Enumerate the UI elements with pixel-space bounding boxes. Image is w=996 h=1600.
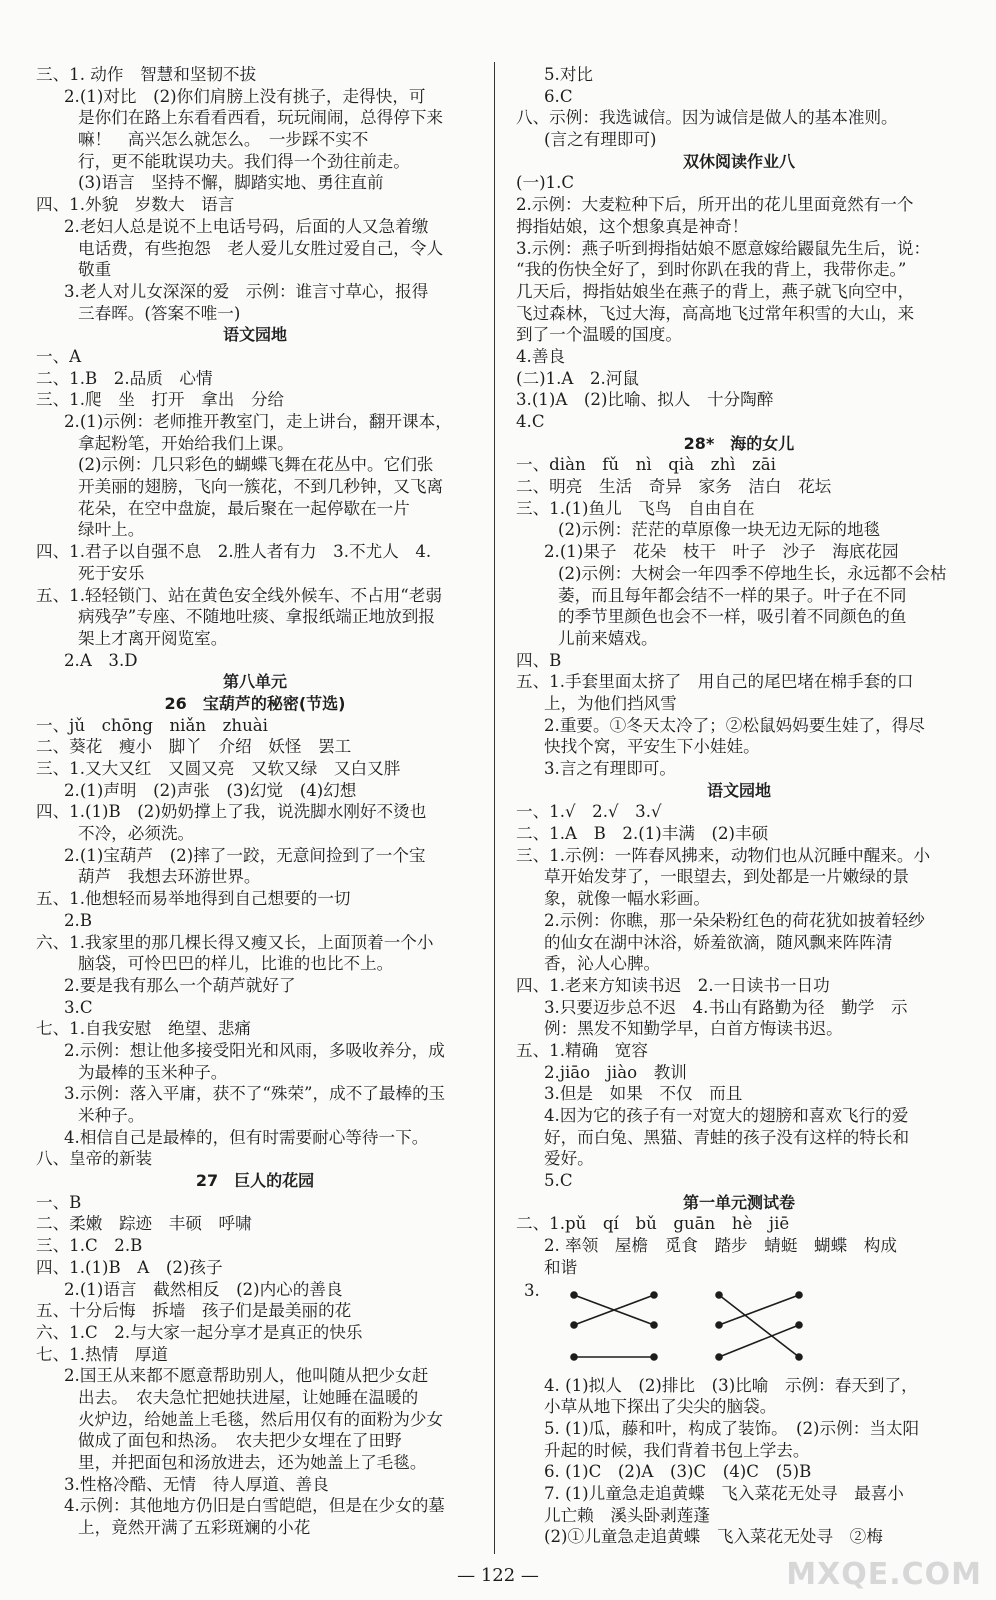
answer-line: (3)语言 坚持不懈，脚踏实地、勇往直前	[78, 173, 384, 193]
answer-line: 6.C	[544, 86, 573, 106]
answer-line: 2.(1)宝葫芦 (2)摔了一跤，无意间捡到了一个宝	[64, 845, 426, 865]
answer-line: 病残孕”专座、不随地吐痰、拿报纸端正地放到报	[78, 607, 435, 627]
section-title: 语文园地	[706, 780, 771, 800]
answer-line: 2.要是我有那么一个葫芦就好了	[64, 975, 296, 995]
answer-line: (一)1.C	[516, 173, 575, 193]
left-column	[36, 64, 474, 1539]
answer-line: 5.C	[544, 1171, 573, 1191]
answer-line: 八、皇帝的新装	[36, 1149, 153, 1169]
answer-line: 一、jǔ chōng niǎn zhuài	[36, 715, 268, 735]
answer-line: 7. (1)儿童急走追黄蝶 飞入菜花无处寻 最喜小	[544, 1483, 904, 1503]
answer-line: 4.相信自己是最棒的，但有时需要耐心等待一下。	[64, 1127, 429, 1147]
answer-line: 拇指姑娘，这个想象真是神奇！	[516, 216, 749, 236]
answer-line: 二、葵花 瘦小 脚丫 介绍 妖怪 罢工	[36, 737, 352, 757]
answer-line: 的仙女在湖中沐浴，娇羞欲滴，随风飘来阵阵清	[544, 932, 893, 952]
answer-line: 一、A	[36, 346, 82, 366]
watermark-logo: MXQE.COM	[786, 1557, 982, 1592]
answer-line: 为最棒的玉米种子。	[78, 1062, 228, 1082]
answer-line: 几天后，拇指姑娘坐在燕子的背上，燕子就飞向空中，	[516, 281, 915, 301]
answer-line: 不冷，必须洗。	[78, 824, 195, 844]
answer-line: 4.善良	[516, 346, 566, 366]
answer-line: 和谐	[544, 1257, 578, 1277]
answer-line: 飞过森林，飞过大海，高高地飞过常年积雪的大山，来	[516, 303, 915, 323]
answer-line: 出去。 农夫急忙把她扶进屋，让她睡在温暖的	[78, 1387, 419, 1407]
answer-line: 拿起粉笔，开始给我们上课。	[78, 433, 294, 453]
answer-line: 升起的时候，我们背着书包上学去。	[544, 1440, 810, 1460]
answer-line: 6. (1)C (2)A (3)C (4)C (5)B	[544, 1462, 812, 1482]
right-column	[516, 64, 962, 1548]
section-title: 27 巨人的花园	[195, 1171, 315, 1191]
answer-line: 五、1.轻轻锁门、站在黄色安全线外候车、不占用“老弱	[36, 585, 442, 605]
section-title: 第八单元	[222, 672, 287, 692]
answer-line: 六、1.我家里的那几棵长得又瘦又长，上面顶着一个小	[36, 932, 434, 952]
section-title: 双休阅读作业八	[682, 151, 795, 171]
answer-line: 上，为他们挡风雪	[544, 693, 677, 713]
answer-line: 2.jiāo jiào 教训	[544, 1062, 687, 1082]
answer-line: 3.示例：落入平庸，获不了“殊荣”，成不了最棒的玉	[64, 1084, 446, 1104]
answer-line: 里，并把面包和汤放进去，还为她盖上了毛毯。	[78, 1453, 427, 1472]
column-divider	[494, 62, 495, 1554]
answer-line: 2.老妇人总是说不上电话号码，后面的人又急着缴	[64, 216, 429, 236]
answer-line: 2. 率领 屋檐 觅食 踏步 蜻蜓 蝴蝶 构成	[544, 1236, 897, 1256]
answer-line: 七、1.自我安慰 绝望、悲痛	[36, 1019, 251, 1039]
answer-line: 2.示例：你瞧，那一朵朵粉红色的荷花犹如披着轻纱	[544, 910, 925, 930]
matching-diagram	[524, 1279, 962, 1375]
answer-line: 小草从地下探出了尖尖的脑袋。	[544, 1397, 777, 1417]
answer-line: 三、1.示例：一阵春风拂来，动物们也从沉睡中醒来。小	[516, 845, 931, 865]
answer-line: 绿叶上。	[78, 520, 145, 540]
answer-line: 2.(1)果子 花朵 枝干 叶子 沙子 海底花园	[544, 542, 899, 562]
answer-line: 葫芦 我想去环游世界。	[78, 867, 261, 887]
answer-line: 七、1.热情 厚道	[36, 1344, 168, 1364]
answer-line: 架上才离开阅览室。	[78, 628, 228, 648]
answer-line: (言之有理即可)	[544, 130, 657, 150]
answer-line: 4.C	[516, 412, 545, 431]
answer-line: 三春晖。(答案不唯一)	[78, 303, 241, 323]
answer-line: 行，更不能耽误功夫。我们得一个劲往前走。	[78, 151, 410, 171]
answer-line: 米种子。	[78, 1106, 145, 1125]
answer-line: 开美丽的翅膀，飞向一簇花，不到几秒钟，又飞离	[78, 477, 444, 497]
answer-line: 嘛！ 高兴怎么就怎么。 一步踩不实不	[78, 130, 369, 150]
answer-line: 五、1.他想轻而易举地得到自己想要的一切	[36, 889, 351, 909]
answer-line: 做成了面包和热汤。 农夫把少女埋在了田野	[78, 1431, 402, 1451]
answer-line: 一、diàn fǔ nì qià zhì zāi	[516, 455, 776, 475]
answer-line: 5.对比	[544, 65, 594, 84]
answer-line: 3.(1)A (2)比喻、拟人 十分陶醉	[516, 390, 774, 410]
section-title: 第一单元测试卷	[682, 1192, 795, 1212]
answer-line: 3.言之有理即可。	[544, 759, 676, 778]
answer-line: 花朵，在空中盘旋，最后聚在一起停歇在一片	[78, 498, 410, 518]
answer-line: 草开始发芽了，一眼望去，到处都是一片嫩绿的景	[544, 867, 910, 887]
answer-line: 好，而白兔、黑猫、青蛙的孩子没有这样的特长和	[544, 1127, 910, 1147]
answer-line: 2.国王从来都不愿意帮助别人，他叫随从把少女赶	[64, 1366, 429, 1386]
answer-line: 五、十分后悔 拆墙 孩子们是最美丽的花	[36, 1301, 352, 1321]
match-line	[719, 1295, 799, 1357]
answer-line: (二)1.A 2.河鼠	[516, 368, 639, 388]
answer-line: 二、明亮 生活 奇异 家务 洁白 花坛	[516, 477, 832, 497]
answer-line: 2.B	[64, 910, 93, 930]
answer-line: (2)示例：大树会一年四季不停地生长，永远都不会枯	[558, 563, 947, 583]
answer-line: 四、1.君子以自强不息 2.胜人者有力 3.不尤人 4.	[36, 542, 432, 562]
answer-line: 八、示例：我选诚信。因为诚信是做人的基本准则。	[516, 108, 898, 128]
answer-line: 三、1.C 2.B	[36, 1236, 143, 1256]
section-title: 26 宝葫芦的秘密(节选)	[164, 693, 346, 713]
answer-line: 4.因为它的孩子有一对宽大的翅膀和喜欢飞行的爱	[544, 1106, 909, 1125]
section-title: 28* 海的女儿	[683, 433, 795, 453]
answer-line: 4.示例：其他地方仍旧是白雪皑皑，但是在少女的墓	[64, 1496, 445, 1516]
answer-line: 3.示例：燕子听到拇指姑娘不愿意嫁给鼹鼠先生后，说：	[516, 238, 931, 258]
answer-line: 三、1. 动作 智慧和坚韧不拔	[36, 65, 257, 84]
answer-line: 3.性格冷酷、无情 待人厚道、善良	[64, 1474, 329, 1494]
answer-line: 一、B	[36, 1192, 82, 1212]
answer-line: 电话费，有些抱怨 老人爱儿女胜过爱自己，令人	[78, 238, 444, 258]
answer-line: 2.示例：想让他多接受阳光和风雨，多吸收养分，成	[64, 1040, 445, 1060]
answer-line: 2.重要。①冬天太冷了；②松鼠妈妈要生娃了，得尽	[544, 715, 925, 735]
answer-line: 快找个窝，平安生下小娃娃。	[544, 737, 760, 757]
answer-line: 五、1.精确 宽容	[516, 1040, 648, 1060]
matching-question-number: 3.	[524, 1280, 540, 1300]
answer-line: (2)①儿童急走追黄蝶 飞入菜花无处寻 ②梅	[544, 1527, 883, 1547]
answer-line: 2.(1)对比 (2)你们肩膀上没有挑子，走得快，可	[64, 86, 426, 106]
answer-line: 2.A 3.D	[64, 650, 138, 670]
match-line	[719, 1295, 799, 1325]
answer-line: 萎，而且每年都会结不一样的果子。叶子在不同	[558, 585, 907, 605]
answer-line: 5. (1)瓜，藤和叶，构成了装饰。 (2)示例：当太阳	[544, 1418, 920, 1438]
answer-line: 二、1.A B 2.(1)丰满 (2)丰硕	[516, 824, 769, 844]
answer-line: 死于安乐	[78, 563, 145, 583]
answer-line: 三、1.爬 坐 打开 拿出 分给	[36, 390, 285, 410]
answer-line: 四、B	[516, 650, 562, 670]
answer-line: 五、1.手套里面太挤了 用自己的尾巴堵在棉手套的口	[516, 672, 914, 692]
answer-line: 四、1.外貌 岁数大 语言	[36, 195, 235, 215]
answer-line: 二、1.pǔ qí bǔ guān hè jiē	[516, 1214, 790, 1234]
answer-line: (2)示例：茫茫的草原像一块无边无际的地毯	[558, 520, 881, 540]
answer-line: 到了一个温暖的国度。	[516, 325, 682, 345]
answer-line: 3.只要迈步总不迟 4.书山有路勤为径 勤学 示	[544, 997, 908, 1017]
answer-line: 儿亡赖 溪头卧剥莲蓬	[544, 1505, 710, 1525]
answer-line: 四、1.(1)B (2)奶奶撑上了我，说洗脚水刚好不烫也	[36, 802, 427, 822]
answer-line: (2)示例：几只彩色的蝴蝶飞舞在花丛中。它们张	[78, 455, 434, 475]
answer-line: 三、1.又大又红 又圆又亮 又软又绿 又白又胖	[36, 759, 401, 778]
answer-line: 三、1.(1)鱼儿 飞鸟 自由自在	[516, 498, 755, 518]
answer-line: 一、1.√ 2.√ 3.√	[516, 802, 662, 822]
answer-line: 2.示例：大麦粒种下后，所开出的花儿里面竟然有一个	[516, 195, 914, 215]
answer-line: 四、1.(1)B A (2)孩子	[36, 1257, 223, 1277]
answer-line: “我的伤快全好了，到时你趴在我的背上，我带你走。”	[516, 260, 907, 280]
answer-line: 3.老人对儿女深深的爱 示例：谁言寸草心，报得	[64, 281, 429, 301]
answer-line: 是你们在路上东看看西看，玩玩闹闹，总得停下来	[78, 108, 444, 128]
answer-line: 3.但是 如果 不仅 而且	[544, 1084, 743, 1104]
right-column-top	[516, 64, 962, 1279]
answer-line: 儿前来嬉戏。	[558, 628, 658, 648]
answer-line: 2.(1)声明 (2)声张 (3)幻觉 (4)幻想	[64, 780, 357, 800]
answer-line: 例：黑发不知勤学早，白首方悔读书迟。	[544, 1019, 843, 1039]
answer-line: 2.(1)语言 截然相反 (2)内心的善良	[64, 1279, 343, 1299]
answer-line: 的季节里颜色也会不一样，吸引着不同颜色的鱼	[558, 607, 907, 627]
answer-line: 4. (1)拟人 (2)排比 (3)比喻 示例：春天到了，	[544, 1375, 918, 1395]
answer-line: 香，沁人心脾。	[544, 954, 661, 974]
answer-line: 二、柔嫩 踪迹 丰硕 呼啸	[36, 1214, 252, 1234]
match-line	[719, 1325, 799, 1357]
answer-line: 爱好。	[544, 1149, 594, 1169]
answer-line: 3.C	[64, 997, 93, 1017]
page-number: — 122 —	[457, 1565, 539, 1586]
answer-line: 脑袋，可怜巴巴的样儿，比谁的也比不上。	[78, 954, 394, 974]
answer-line: 火炉边，给她盖上毛毯，然后用仅有的面粉为少女	[78, 1409, 444, 1429]
answer-line: 六、1.C 2.与大家一起分享才是真正的快乐	[36, 1322, 363, 1342]
answer-line: 二、1.B 2.品质 心情	[36, 368, 213, 388]
answer-line: 敬重	[78, 260, 112, 280]
section-title: 语文园地	[222, 325, 287, 345]
answer-line: 四、1.老来方知读书迟 2.一日读书一日功	[516, 975, 830, 995]
answer-line: 2.(1)示例：老师推开教室门，走上讲台，翻开课本，	[64, 412, 452, 431]
answer-line: 上，竟然开满了五彩斑斓的小花	[78, 1518, 311, 1538]
answer-line: 象，就像一幅水彩画。	[544, 889, 710, 909]
right-column-bottom	[516, 1375, 962, 1549]
matching-lines	[544, 1279, 844, 1375]
